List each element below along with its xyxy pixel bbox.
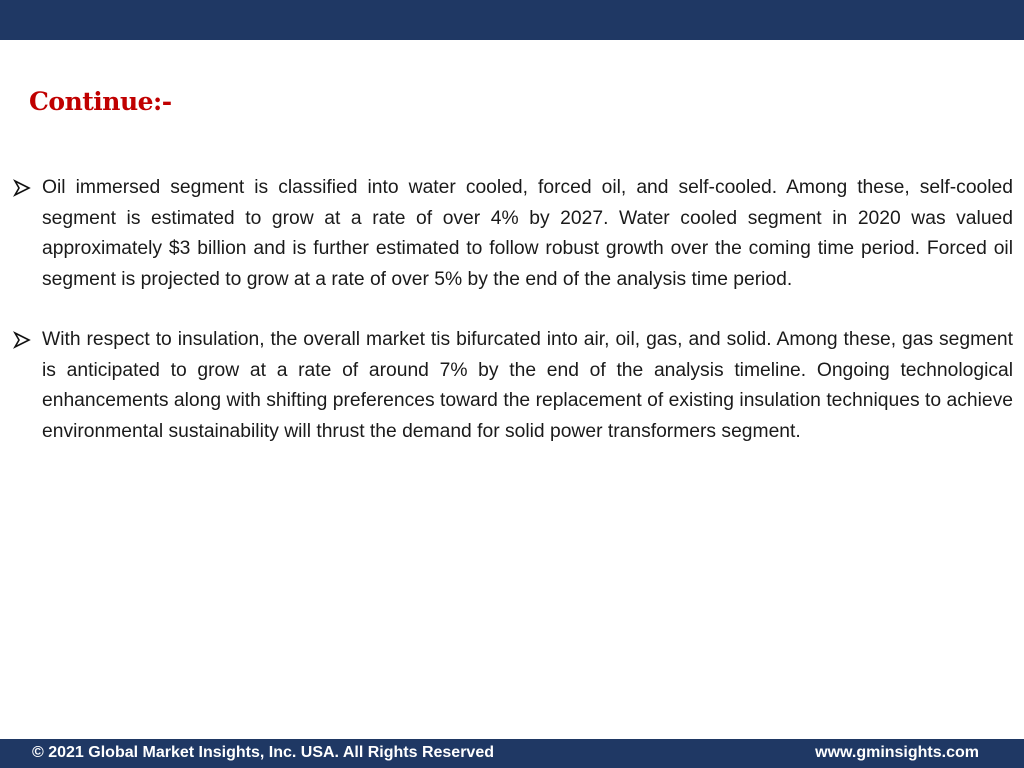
arrowhead-bullet-icon bbox=[12, 325, 32, 355]
slide-heading: Continue:- bbox=[29, 87, 172, 116]
footer-copyright: © 2021 Global Market Insights, Inc. USA. All Rights Reserved bbox=[32, 744, 494, 761]
bullet-item-oil-immersed bbox=[12, 173, 1013, 295]
footer-website-link[interactable]: www.gminsights.com bbox=[815, 744, 979, 761]
bullet-item-insulation bbox=[12, 325, 1013, 447]
top-banner bbox=[0, 0, 1024, 40]
bullet-text: With respect to insulation, the overall market tis bifurcated into air, oil, gas, and solid. Among these, gas segment is anticipated to grow at a rate of around 7% by the end of the analysis timeline. Ongoing technological enhancements along with shifting preferences toward the replacement of existing insulation techniques to achieve environmental sustainability will thrust the demand for solid power transformers segment. bbox=[42, 329, 1013, 442]
bullet-list bbox=[12, 173, 1013, 477]
footer-bar bbox=[0, 738, 1024, 768]
bullet-text: Oil immersed segment is classified into water cooled, forced oil, and self-cooled. Among these, self-cooled segment is estimated to grow at a rate of over 4% by 2027. Water cooled segment in 2020 was valued approximately $3 billion and is further estimated to follow robust growth over the coming time period. Forced oil segment is projected to grow at a rate of over 5% by the end of the analysis time period. bbox=[42, 177, 1013, 290]
arrowhead-bullet-icon bbox=[12, 173, 32, 203]
